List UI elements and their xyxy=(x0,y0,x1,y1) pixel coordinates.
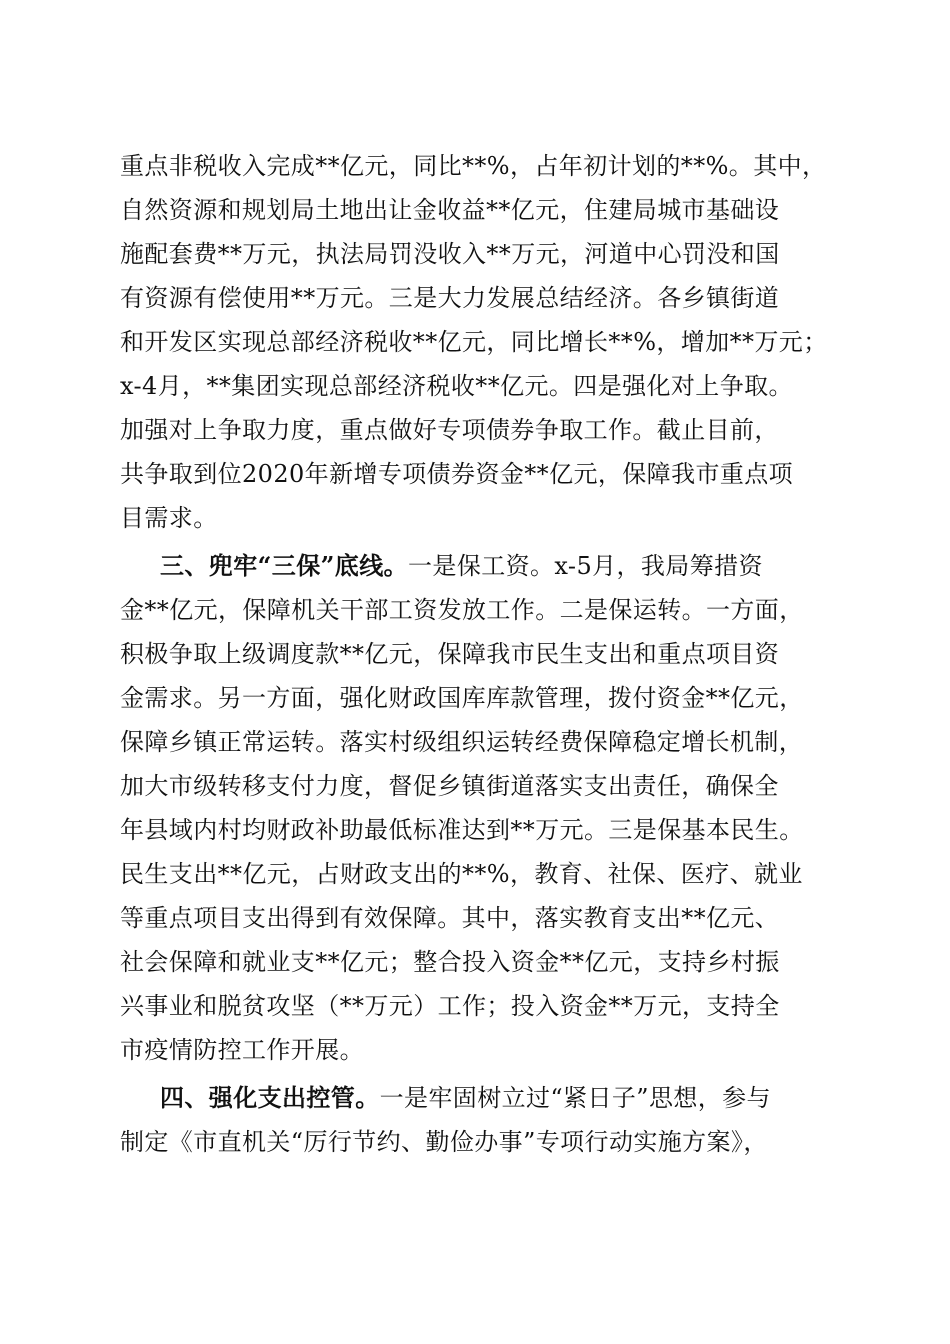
paragraph-line: x-4月，**集团实现总部经济税收**亿元。四是强化对上争取。 xyxy=(120,372,793,400)
paragraph-line: 有资源有偿使用**万元。三是大力发展总结经济。各乡镇街道 xyxy=(120,284,780,312)
paragraph-line: 和开发区实现总部经济税收**亿元，同比增长**%，增加**万元； xyxy=(120,328,828,356)
paragraph-line: 金需求。另一方面，强化财政国库库款管理，拨付资金**亿元， xyxy=(120,684,804,712)
paragraph-line: 施配套费**万元，执法局罚没收入**万元，河道中心罚没和国 xyxy=(120,240,780,268)
paragraph-line: 积极争取上级调度款**亿元，保障我市民生支出和重点项目资 xyxy=(120,640,780,668)
paragraph-line: 加强对上争取力度，重点做好专项债券争取工作。截止目前， xyxy=(120,416,779,444)
paragraph-line: 共争取到位2020年新增专项债券资金**亿元，保障我市重点项 xyxy=(120,460,794,488)
section-3-first-line xyxy=(160,546,763,586)
section-4-first-line-text: 一是牢固树立过“紧日子”思想，参与 xyxy=(379,1084,771,1112)
section-4-first-line xyxy=(160,1078,771,1118)
section-4-heading: 四、强化支出控管。 xyxy=(160,1083,380,1112)
paragraph-line: 民生支出**亿元，占财政支出的**%，教育、社保、医疗、就业 xyxy=(120,860,803,888)
paragraph-line: 社会保障和就业支**亿元；整合投入资金**亿元，支持乡村振 xyxy=(120,948,780,976)
section-3-first-line-text: 一是保工资。x-5月，我局筹措资 xyxy=(408,552,763,580)
paragraph-line: 重点非税收入完成**亿元，同比**%，占年初计划的**%。其中， xyxy=(120,152,827,180)
paragraph-line: 年县域内村均财政补助最低标准达到**万元。三是保基本民生。 xyxy=(120,816,804,844)
paragraph-line: 保障乡镇正常运转。落实村级组织运转经费保障稳定增长机制， xyxy=(120,728,804,756)
paragraph-line: 加大市级转移支付力度，督促乡镇街道落实支出责任，确保全 xyxy=(120,772,779,800)
paragraph-line: 金**亿元，保障机关干部工资发放工作。二是保运转。一方面， xyxy=(120,596,804,624)
paragraph-line: 市疫情防控工作开展。 xyxy=(120,1036,364,1064)
paragraph-line: 制定《市直机关“厉行节约、勤俭办事”专项行动实施方案》， xyxy=(120,1128,768,1156)
section-3-heading: 三、兜牢“三保”底线。 xyxy=(160,551,409,580)
paragraph-line: 等重点项目支出得到有效保障。其中，落实教育支出**亿元、 xyxy=(120,904,780,932)
paragraph-line: 兴事业和脱贫攻坚（**万元）工作；投入资金**万元，支持全 xyxy=(120,992,780,1020)
paragraph-line: 自然资源和规划局土地出让金收益**亿元，住建局城市基础设 xyxy=(120,196,780,224)
paragraph-line: 目需求。 xyxy=(120,504,218,532)
